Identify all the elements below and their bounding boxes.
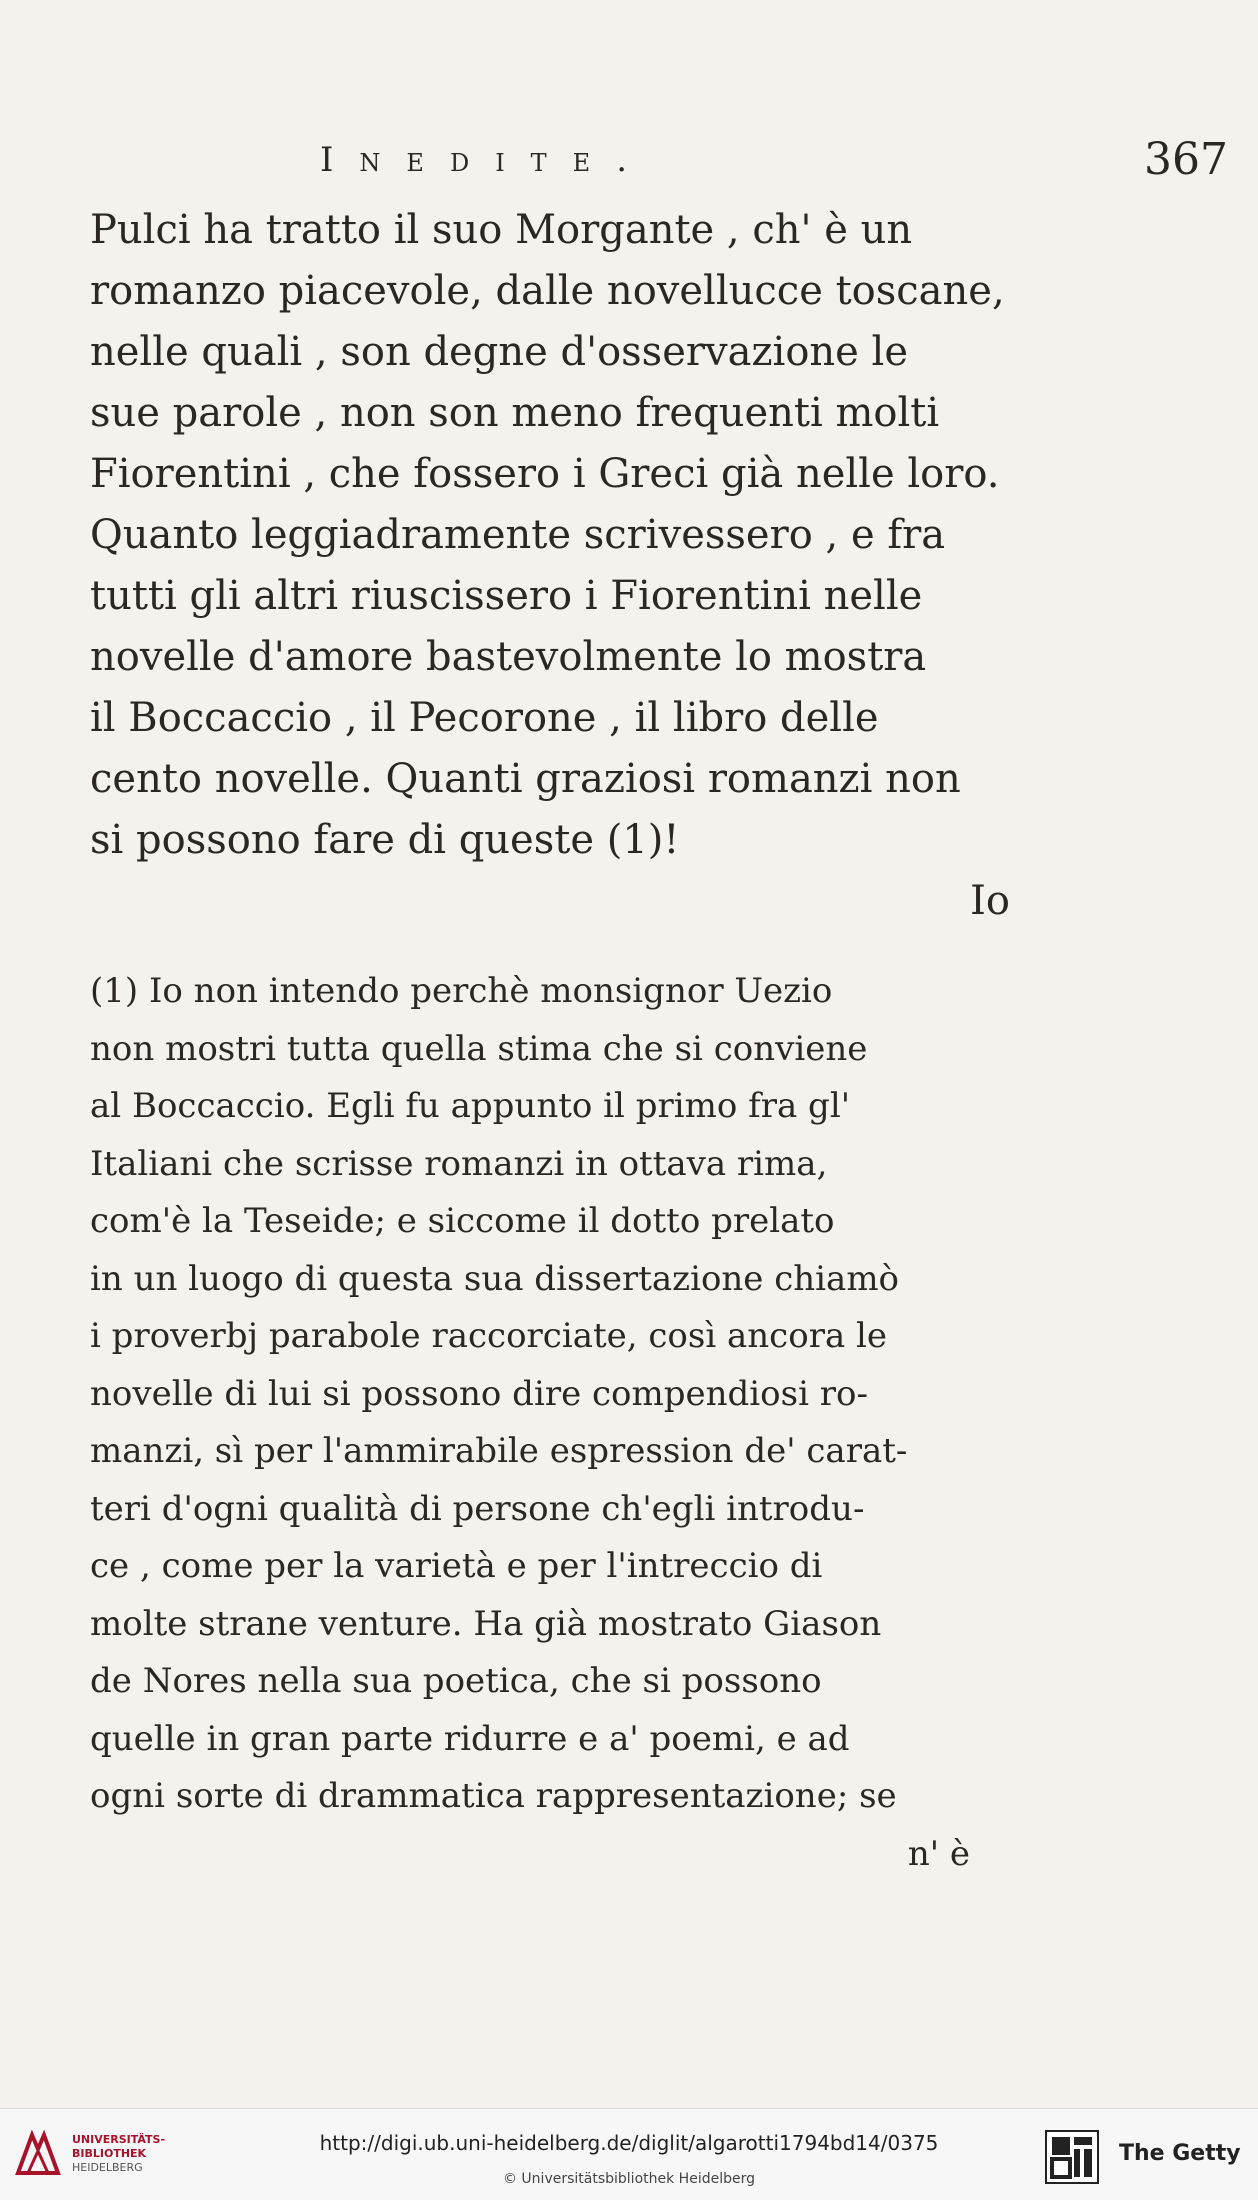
copyright-notice: © Universitätsbibliothek Heidelberg: [502, 2171, 755, 2187]
note-line: com'è la Teseide; e siccome il dotto prelato: [90, 1201, 835, 1241]
note-line: in un luogo di questa sua dissertazione chiamò: [90, 1258, 900, 1299]
library-name-line: BIBLIOTHEK: [72, 2147, 147, 2160]
body-line: il Boccaccio , il Pecorone , il libro delle: [90, 695, 879, 741]
note-line: ce , come per la varietà e per l'intreccio di: [90, 1546, 823, 1586]
body-line: sue parole , non son meno frequenti molti: [90, 390, 940, 436]
page-number: 367: [1144, 134, 1228, 185]
library-name-line: UNIVERSITÄTS-: [72, 2133, 166, 2146]
footnote: [90, 963, 1028, 1883]
body-line: Quanto leggiadramente scrivessero , e fra: [90, 512, 946, 558]
body-line: tutti gli altri riuscissero i Fiorentini nelle: [90, 573, 923, 619]
library-name-line: HEIDELBERG: [72, 2161, 143, 2174]
getty-logo-icon: [1044, 2129, 1100, 2185]
body-line: Fiorentini , che fossero i Greci già nelle loro.: [90, 451, 1000, 497]
sponsor-name: The Getty: [1119, 2141, 1241, 2166]
note-line: (1) Io non intendo perchè monsignor Uezio: [90, 971, 833, 1011]
body-line: nelle quali , son degne d'osservazione le: [90, 329, 909, 375]
running-title: Inedite.: [320, 140, 654, 180]
body-text: [90, 200, 1028, 932]
permalink-url[interactable]: http://digi.ub.uni-heidelberg.de/diglit/algarotti1794bd14/0375: [319, 2131, 939, 2155]
running-head: [90, 134, 1228, 200]
note-line: quelle in gran parte ridurre e a' poemi, e ad: [90, 1718, 850, 1759]
note-line: ogni sorte di drammatica rappresentazione; se: [90, 1776, 897, 1816]
note-line: manzi, sì per l'ammirabile espression de' carat-: [90, 1431, 908, 1471]
body-line: romanzo piacevole, dalle novellucce toscane,: [90, 268, 1005, 314]
catchword: Io: [970, 878, 1010, 924]
body-line: cento novelle. Quanti graziosi romanzi non: [90, 756, 961, 802]
note-line: de Nores nella sua poetica, che si possono: [90, 1661, 822, 1701]
getty-logo[interactable]: [1044, 2129, 1244, 2185]
catchword: n' è: [907, 1833, 970, 1874]
body-line: Pulci ha tratto il suo Morgante , ch' è un: [90, 207, 913, 253]
note-line: Italiani che scrisse romanzi in ottava rima,: [90, 1143, 828, 1184]
note-line: al Boccaccio. Egli fu appunto il primo fra gl': [90, 1086, 851, 1126]
body-line: novelle d'amore bastevolmente lo mostra: [90, 634, 927, 680]
body-line: si possono fare di queste (1)!: [90, 817, 680, 863]
note-line: non mostri tutta quella stima che si conviene: [90, 1028, 868, 1069]
note-line: novelle di lui si possono dire compendiosi ro-: [90, 1373, 868, 1414]
note-line: molte strane venture. Ha già mostrato Giason: [90, 1603, 882, 1644]
note-line: teri d'ogni qualità di persone ch'egli introdu-: [90, 1488, 865, 1529]
viewer-footer: [0, 2108, 1258, 2200]
note-line: i proverbj parabole raccorciate, così ancora le: [90, 1316, 888, 1356]
